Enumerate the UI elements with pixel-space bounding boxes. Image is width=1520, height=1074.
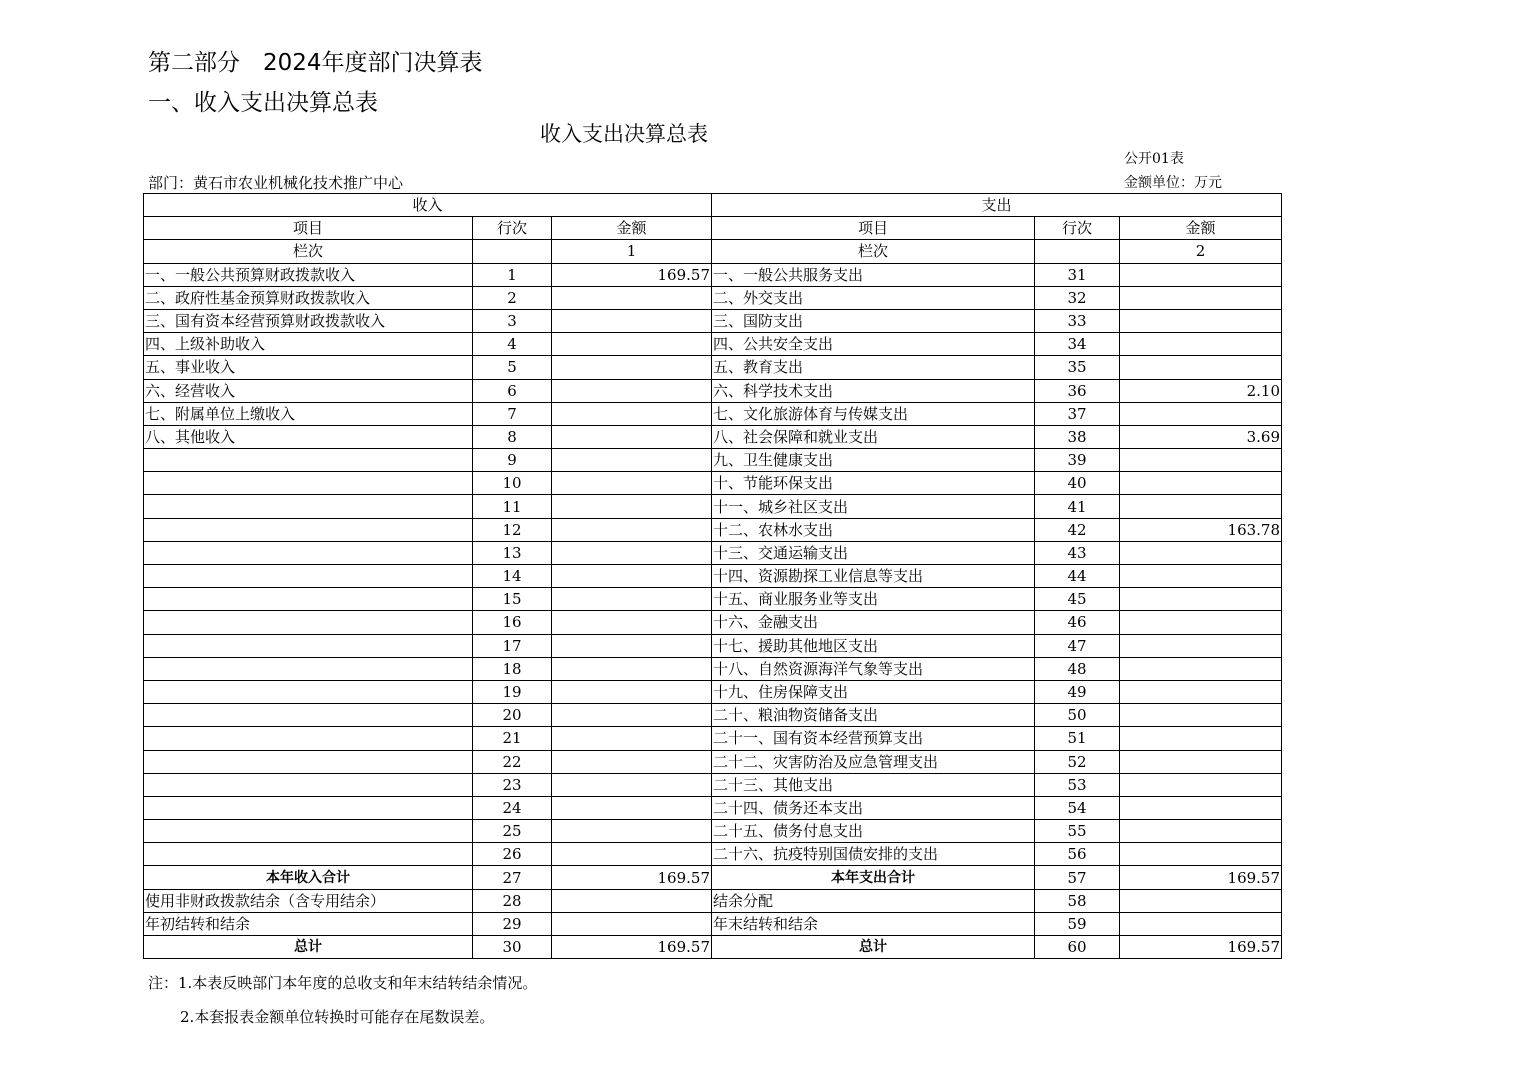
income-line-cell: 7 bbox=[473, 402, 552, 425]
income-item-cell: 七、附属单位上缴收入 bbox=[144, 402, 473, 425]
income-amount-cell bbox=[552, 773, 712, 796]
income-amount-cell bbox=[552, 425, 712, 448]
expense-amount-cell bbox=[1120, 309, 1282, 332]
expense-amount-cell bbox=[1120, 843, 1282, 866]
expense-line-cell: 47 bbox=[1035, 634, 1120, 657]
income-item-cell: 总计 bbox=[144, 936, 473, 959]
expense-item-cell: 年末结转和结余 bbox=[712, 912, 1035, 935]
income-amount-cell bbox=[552, 843, 712, 866]
expense-item-cell: 十八、自然资源海洋气象等支出 bbox=[712, 657, 1035, 680]
income-amount-cell bbox=[552, 680, 712, 703]
income-amount-cell bbox=[552, 588, 712, 611]
note-2: 2.本套报表金额单位转换时可能存在尾数误差。 bbox=[180, 1008, 495, 1026]
income-item-cell bbox=[144, 449, 473, 472]
expense-amount-cell bbox=[1120, 889, 1282, 912]
income-item-cell: 使用非财政拨款结余（含专用结余） bbox=[144, 889, 473, 912]
expense-item-cell: 十六、金融支出 bbox=[712, 611, 1035, 634]
table-row bbox=[144, 936, 1282, 959]
expense-line-cell: 32 bbox=[1035, 286, 1120, 309]
income-item-cell bbox=[144, 680, 473, 703]
table-row bbox=[144, 286, 1282, 309]
expense-line-cell: 53 bbox=[1035, 773, 1120, 796]
expense-line-cell: 46 bbox=[1035, 611, 1120, 634]
expense-item-cell: 本年支出合计 bbox=[712, 866, 1035, 889]
expense-amount-cell bbox=[1120, 912, 1282, 935]
income-amount-cell bbox=[552, 402, 712, 425]
income-line-cell: 28 bbox=[473, 889, 552, 912]
income-item-cell: 四、上级补助收入 bbox=[144, 333, 473, 356]
income-item-cell bbox=[144, 588, 473, 611]
part-heading: 第二部分 2024年度部门决算表 bbox=[148, 50, 483, 76]
income-item-cell: 本年收入合计 bbox=[144, 866, 473, 889]
income-line-cell: 20 bbox=[473, 704, 552, 727]
header-row-columns bbox=[144, 217, 1282, 240]
income-item-cell bbox=[144, 541, 473, 564]
expense-item-cell: 一、一般公共服务支出 bbox=[712, 263, 1035, 286]
expense-amount-cell bbox=[1120, 727, 1282, 750]
expense-amount-cell bbox=[1120, 657, 1282, 680]
expense-amount-cell bbox=[1120, 402, 1282, 425]
income-column-no-label: 栏次 bbox=[144, 240, 473, 263]
expense-amount-cell bbox=[1120, 263, 1282, 286]
table-row bbox=[144, 912, 1282, 935]
expense-amount-cell bbox=[1120, 750, 1282, 773]
amount-unit-label: 金额单位：万元 bbox=[1124, 175, 1222, 191]
expense-line-cell: 36 bbox=[1035, 379, 1120, 402]
table-row bbox=[144, 704, 1282, 727]
income-item-cell: 三、国有资本经营预算财政拨款收入 bbox=[144, 309, 473, 332]
income-line-cell: 10 bbox=[473, 472, 552, 495]
income-item-cell bbox=[144, 611, 473, 634]
income-item-header: 项目 bbox=[144, 217, 473, 240]
expense-line-cell: 34 bbox=[1035, 333, 1120, 356]
expense-item-cell: 四、公共安全支出 bbox=[712, 333, 1035, 356]
table-row bbox=[144, 472, 1282, 495]
expense-item-cell: 三、国防支出 bbox=[712, 309, 1035, 332]
table-row bbox=[144, 657, 1282, 680]
expense-column-no-label: 栏次 bbox=[712, 240, 1035, 263]
expense-amount-cell bbox=[1120, 773, 1282, 796]
table-row bbox=[144, 449, 1282, 472]
table-row bbox=[144, 727, 1282, 750]
section-heading: 一、收入支出决算总表 bbox=[148, 90, 378, 116]
table-row bbox=[144, 611, 1282, 634]
expense-amount-cell: 169.57 bbox=[1120, 936, 1282, 959]
expense-amount-cell: 2.10 bbox=[1120, 379, 1282, 402]
expense-item-cell: 六、科学技术支出 bbox=[712, 379, 1035, 402]
expense-item-cell: 十三、交通运输支出 bbox=[712, 541, 1035, 564]
income-line-header: 行次 bbox=[473, 217, 552, 240]
expense-amount-header: 金额 bbox=[1120, 217, 1282, 240]
expense-line-cell: 56 bbox=[1035, 843, 1120, 866]
income-line-cell: 21 bbox=[473, 727, 552, 750]
income-line-cell: 19 bbox=[473, 680, 552, 703]
expense-item-cell: 二十一、国有资本经营预算支出 bbox=[712, 727, 1035, 750]
table-row bbox=[144, 634, 1282, 657]
expense-amount-cell bbox=[1120, 472, 1282, 495]
table-row bbox=[144, 750, 1282, 773]
expense-column-no-line bbox=[1035, 240, 1120, 263]
expense-amount-cell bbox=[1120, 796, 1282, 819]
income-line-cell: 11 bbox=[473, 495, 552, 518]
income-amount-cell bbox=[552, 750, 712, 773]
expense-item-cell: 二、外交支出 bbox=[712, 286, 1035, 309]
income-amount-cell bbox=[552, 704, 712, 727]
expense-line-cell: 55 bbox=[1035, 820, 1120, 843]
income-amount-cell bbox=[552, 379, 712, 402]
expense-item-cell: 十七、援助其他地区支出 bbox=[712, 634, 1035, 657]
income-line-cell: 27 bbox=[473, 866, 552, 889]
expense-line-cell: 33 bbox=[1035, 309, 1120, 332]
income-line-cell: 29 bbox=[473, 912, 552, 935]
table-row bbox=[144, 843, 1282, 866]
expense-column-no: 2 bbox=[1120, 240, 1282, 263]
income-item-cell bbox=[144, 518, 473, 541]
table-row bbox=[144, 518, 1282, 541]
table-row bbox=[144, 356, 1282, 379]
expense-item-cell: 十四、资源勘探工业信息等支出 bbox=[712, 565, 1035, 588]
table-row bbox=[144, 889, 1282, 912]
income-amount-cell bbox=[552, 286, 712, 309]
department-label: 部门：黄石市农业机械化技术推广中心 bbox=[148, 174, 404, 192]
expense-line-cell: 50 bbox=[1035, 704, 1120, 727]
expense-amount-cell bbox=[1120, 634, 1282, 657]
income-line-cell: 24 bbox=[473, 796, 552, 819]
income-line-cell: 15 bbox=[473, 588, 552, 611]
income-amount-cell bbox=[552, 333, 712, 356]
income-line-cell: 25 bbox=[473, 820, 552, 843]
income-line-cell: 12 bbox=[473, 518, 552, 541]
income-item-cell bbox=[144, 565, 473, 588]
expense-item-cell: 二十二、灾害防治及应急管理支出 bbox=[712, 750, 1035, 773]
expense-item-cell: 十五、商业服务业等支出 bbox=[712, 588, 1035, 611]
expense-line-cell: 54 bbox=[1035, 796, 1120, 819]
income-amount-cell: 169.57 bbox=[552, 936, 712, 959]
income-line-cell: 2 bbox=[473, 286, 552, 309]
income-amount-cell bbox=[552, 495, 712, 518]
income-item-cell: 年初结转和结余 bbox=[144, 912, 473, 935]
expense-item-cell: 二十、粮油物资储备支出 bbox=[712, 704, 1035, 727]
income-amount-cell bbox=[552, 912, 712, 935]
expense-amount-cell: 3.69 bbox=[1120, 425, 1282, 448]
income-line-cell: 22 bbox=[473, 750, 552, 773]
expense-amount-cell bbox=[1120, 611, 1282, 634]
header-row-column-numbers bbox=[144, 240, 1282, 263]
income-line-cell: 8 bbox=[473, 425, 552, 448]
income-amount-cell bbox=[552, 565, 712, 588]
table-code: 公开01表 bbox=[1124, 151, 1184, 167]
table-title: 收入支出决算总表 bbox=[540, 122, 708, 146]
expense-line-cell: 60 bbox=[1035, 936, 1120, 959]
expense-line-cell: 44 bbox=[1035, 565, 1120, 588]
income-expense-table bbox=[143, 193, 1282, 959]
expense-section-header: 支出 bbox=[712, 194, 1282, 217]
expense-item-cell: 总计 bbox=[712, 936, 1035, 959]
income-line-cell: 30 bbox=[473, 936, 552, 959]
income-line-cell: 6 bbox=[473, 379, 552, 402]
expense-item-cell: 十一、城乡社区支出 bbox=[712, 495, 1035, 518]
expense-line-cell: 39 bbox=[1035, 449, 1120, 472]
income-item-cell bbox=[144, 657, 473, 680]
income-amount-cell bbox=[552, 796, 712, 819]
expense-line-cell: 48 bbox=[1035, 657, 1120, 680]
expense-amount-cell bbox=[1120, 565, 1282, 588]
expense-line-cell: 41 bbox=[1035, 495, 1120, 518]
expense-line-cell: 38 bbox=[1035, 425, 1120, 448]
expense-amount-cell bbox=[1120, 588, 1282, 611]
income-line-cell: 9 bbox=[473, 449, 552, 472]
income-item-cell bbox=[144, 796, 473, 819]
expense-amount-cell bbox=[1120, 333, 1282, 356]
expense-line-cell: 40 bbox=[1035, 472, 1120, 495]
income-line-cell: 23 bbox=[473, 773, 552, 796]
income-column-no: 1 bbox=[552, 240, 712, 263]
expense-line-cell: 59 bbox=[1035, 912, 1120, 935]
expense-amount-cell bbox=[1120, 680, 1282, 703]
expense-line-cell: 58 bbox=[1035, 889, 1120, 912]
expense-line-cell: 35 bbox=[1035, 356, 1120, 379]
income-item-cell: 一、一般公共预算财政拨款收入 bbox=[144, 263, 473, 286]
expense-item-cell: 十九、住房保障支出 bbox=[712, 680, 1035, 703]
expense-item-header: 项目 bbox=[712, 217, 1035, 240]
income-amount-cell bbox=[552, 611, 712, 634]
income-line-cell: 17 bbox=[473, 634, 552, 657]
income-item-cell: 二、政府性基金预算财政拨款收入 bbox=[144, 286, 473, 309]
income-item-cell bbox=[144, 773, 473, 796]
expense-line-cell: 57 bbox=[1035, 866, 1120, 889]
income-amount-cell bbox=[552, 356, 712, 379]
expense-item-cell: 二十三、其他支出 bbox=[712, 773, 1035, 796]
income-amount-cell: 169.57 bbox=[552, 866, 712, 889]
income-amount-header: 金额 bbox=[552, 217, 712, 240]
income-amount-cell bbox=[552, 820, 712, 843]
expense-amount-cell bbox=[1120, 286, 1282, 309]
income-item-cell bbox=[144, 472, 473, 495]
income-item-cell bbox=[144, 727, 473, 750]
income-item-cell: 六、经营收入 bbox=[144, 379, 473, 402]
expense-line-cell: 37 bbox=[1035, 402, 1120, 425]
income-column-no-line bbox=[473, 240, 552, 263]
income-amount-cell bbox=[552, 634, 712, 657]
expense-item-cell: 九、卫生健康支出 bbox=[712, 449, 1035, 472]
expense-line-header: 行次 bbox=[1035, 217, 1120, 240]
expense-line-cell: 51 bbox=[1035, 727, 1120, 750]
income-section-header: 收入 bbox=[144, 194, 712, 217]
expense-line-cell: 42 bbox=[1035, 518, 1120, 541]
income-amount-cell bbox=[552, 309, 712, 332]
income-line-cell: 3 bbox=[473, 309, 552, 332]
expense-amount-cell: 163.78 bbox=[1120, 518, 1282, 541]
income-line-cell: 4 bbox=[473, 333, 552, 356]
income-line-cell: 1 bbox=[473, 263, 552, 286]
expense-amount-cell bbox=[1120, 356, 1282, 379]
expense-amount-cell bbox=[1120, 820, 1282, 843]
expense-line-cell: 43 bbox=[1035, 541, 1120, 564]
income-line-cell: 5 bbox=[473, 356, 552, 379]
table-row bbox=[144, 588, 1282, 611]
income-amount-cell bbox=[552, 518, 712, 541]
income-item-cell bbox=[144, 634, 473, 657]
expense-item-cell: 七、文化旅游体育与传媒支出 bbox=[712, 402, 1035, 425]
table-row bbox=[144, 820, 1282, 843]
income-amount-cell bbox=[552, 449, 712, 472]
income-item-cell bbox=[144, 750, 473, 773]
table-row bbox=[144, 565, 1282, 588]
expense-amount-cell bbox=[1120, 704, 1282, 727]
expense-amount-cell bbox=[1120, 495, 1282, 518]
header-row-sections bbox=[144, 194, 1282, 217]
income-item-cell: 五、事业收入 bbox=[144, 356, 473, 379]
expense-item-cell: 二十四、债务还本支出 bbox=[712, 796, 1035, 819]
expense-item-cell: 二十六、抗疫特别国债安排的支出 bbox=[712, 843, 1035, 866]
table-row bbox=[144, 866, 1282, 889]
income-line-cell: 26 bbox=[473, 843, 552, 866]
income-line-cell: 16 bbox=[473, 611, 552, 634]
income-amount-cell bbox=[552, 657, 712, 680]
income-amount-cell bbox=[552, 541, 712, 564]
income-item-cell bbox=[144, 495, 473, 518]
income-line-cell: 14 bbox=[473, 565, 552, 588]
expense-amount-cell bbox=[1120, 449, 1282, 472]
income-amount-cell bbox=[552, 727, 712, 750]
table-row bbox=[144, 333, 1282, 356]
table-row bbox=[144, 263, 1282, 286]
note-1: 注：1.本表反映部门本年度的总收支和年末结转结余情况。 bbox=[148, 974, 538, 992]
expense-line-cell: 49 bbox=[1035, 680, 1120, 703]
table-row bbox=[144, 309, 1282, 332]
income-amount-cell bbox=[552, 472, 712, 495]
expense-item-cell: 十二、农林水支出 bbox=[712, 518, 1035, 541]
table-row bbox=[144, 379, 1282, 402]
income-line-cell: 18 bbox=[473, 657, 552, 680]
table-row bbox=[144, 495, 1282, 518]
income-amount-cell bbox=[552, 889, 712, 912]
income-item-cell bbox=[144, 704, 473, 727]
income-item-cell: 八、其他收入 bbox=[144, 425, 473, 448]
expense-item-cell: 八、社会保障和就业支出 bbox=[712, 425, 1035, 448]
table-row bbox=[144, 796, 1282, 819]
income-line-cell: 13 bbox=[473, 541, 552, 564]
income-item-cell bbox=[144, 843, 473, 866]
income-amount-cell: 169.57 bbox=[552, 263, 712, 286]
expense-item-cell: 十、节能环保支出 bbox=[712, 472, 1035, 495]
table-row bbox=[144, 773, 1282, 796]
income-item-cell bbox=[144, 820, 473, 843]
table-row bbox=[144, 425, 1282, 448]
expense-item-cell: 二十五、债务付息支出 bbox=[712, 820, 1035, 843]
expense-line-cell: 45 bbox=[1035, 588, 1120, 611]
expense-amount-cell: 169.57 bbox=[1120, 866, 1282, 889]
table-row bbox=[144, 680, 1282, 703]
expense-line-cell: 52 bbox=[1035, 750, 1120, 773]
expense-amount-cell bbox=[1120, 541, 1282, 564]
table-row bbox=[144, 541, 1282, 564]
expense-item-cell: 五、教育支出 bbox=[712, 356, 1035, 379]
expense-item-cell: 结余分配 bbox=[712, 889, 1035, 912]
expense-line-cell: 31 bbox=[1035, 263, 1120, 286]
table-row bbox=[144, 402, 1282, 425]
